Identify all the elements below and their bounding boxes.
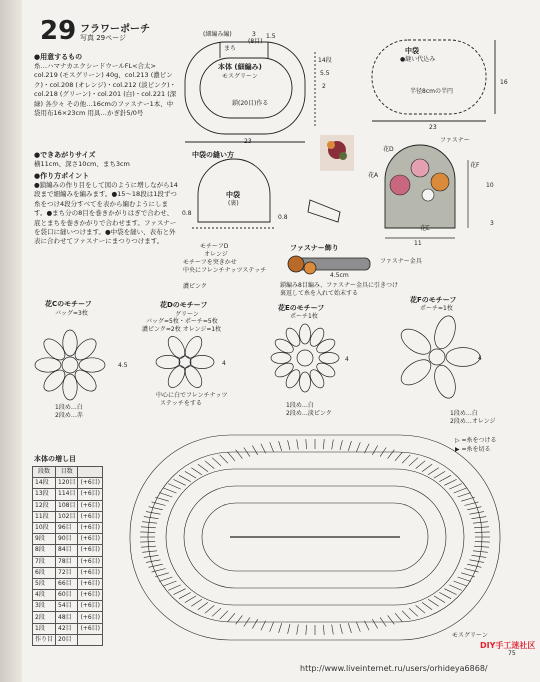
stitch-mark: [409, 608, 418, 616]
body-stitch-chart: [130, 435, 500, 640]
stitch-mark: [356, 442, 360, 452]
petal-shape: [431, 363, 459, 401]
petal-shape: [190, 355, 214, 368]
stitch-mark: [439, 475, 451, 481]
table-cell: 3段: [33, 601, 56, 612]
stitch-mark: [340, 624, 342, 634]
motif-f-sub: ポーチ=1枚: [420, 305, 453, 312]
stitch-mark: [155, 497, 169, 501]
site-logo-text: DIY手工迷社区: [480, 641, 536, 650]
stitch-mark: [185, 471, 196, 478]
stitch-mark: [472, 555, 487, 557]
stitch-mark: [467, 507, 481, 510]
stitch-mark: [279, 623, 282, 633]
stitch-mark: [205, 605, 214, 613]
stitch-mark: [449, 585, 462, 591]
fastener-metal-label: ファスナー金具: [380, 258, 422, 265]
petal-shape: [165, 334, 188, 361]
stitch-mark: [444, 479, 456, 485]
petal-shape: [156, 355, 180, 368]
table-cell: (+6目): [78, 522, 103, 533]
stitch-mark: [395, 613, 403, 622]
petal-shape: [300, 372, 311, 392]
stitch-mark: [356, 622, 360, 632]
table-cell: 6段: [33, 567, 56, 578]
stitch-mark: [149, 507, 163, 510]
stitch-mark: [372, 619, 377, 628]
table-row: [33, 567, 103, 578]
stitch-mark: [461, 573, 475, 577]
motif-f-chart: [397, 313, 480, 401]
stitch-mark: [252, 446, 257, 455]
lining-sewing-label: 中袋: [226, 191, 240, 199]
table-cell: 60目: [56, 590, 78, 601]
col-header-rows: 段数: [33, 467, 56, 478]
table-cell: 42目: [56, 623, 78, 634]
petal-shape: [35, 358, 61, 372]
stitch-mark: [348, 623, 351, 633]
petal-shape: [431, 313, 459, 351]
petal-shape: [271, 353, 291, 364]
stitch-mark: [416, 605, 425, 613]
legend-cut: ▶ =糸を切る: [455, 446, 491, 453]
stitch-mark: [142, 522, 157, 524]
petal-shape: [63, 330, 77, 356]
stitch-mark: [140, 542, 155, 543]
stitch-mark: [149, 564, 163, 567]
materials-heading: ●用意するもの: [34, 53, 83, 61]
flower-a-label: 花A: [368, 172, 379, 179]
stitch-mark: [144, 517, 159, 519]
table-cell: [78, 634, 103, 645]
petal-shape: [319, 353, 339, 364]
petal-shape: [79, 358, 105, 372]
stitch-mark: [428, 599, 439, 606]
stitch-mark: [332, 440, 334, 450]
stitch-mark: [454, 581, 467, 586]
table-cell: 48目: [56, 612, 78, 623]
table-row: [33, 500, 103, 511]
stitch-mark: [212, 458, 221, 466]
stitch-mark: [475, 542, 490, 543]
base-chain-label: 鎖(20目)作る: [232, 100, 269, 107]
lining-sewing-heading: 中袋の縫い方: [192, 151, 234, 159]
table-cell: 90目: [56, 534, 78, 545]
table-cell: 72目: [56, 567, 78, 578]
table-cell: 8段: [33, 545, 56, 556]
table-cell: (+6目): [78, 556, 103, 567]
table-row: [33, 612, 103, 623]
table-cell: 14段: [33, 478, 56, 489]
motif-c-dim: 4.5: [118, 362, 128, 369]
table-cell: (+6目): [78, 601, 103, 612]
dim-0-8-left: 0.8: [182, 210, 192, 217]
stitch-mark: [323, 625, 324, 635]
flower-f-label: 花F: [470, 162, 480, 169]
table-cell: 96目: [56, 522, 78, 533]
stitch-mark: [179, 592, 191, 598]
dim-width-23: 23: [244, 138, 252, 145]
stitch-mark: [434, 471, 445, 478]
stitch-mark: [348, 441, 351, 451]
lining-outline-diagram: [372, 40, 495, 121]
stitch-mark: [168, 585, 181, 591]
stitch-mark: [434, 596, 445, 603]
table-cell: 13段: [33, 489, 56, 500]
stitch-mark: [458, 577, 471, 582]
table-cell: 7段: [33, 556, 56, 567]
stitch-mark: [140, 532, 155, 533]
petal-shape: [182, 334, 205, 361]
stitch-mark: [191, 468, 202, 475]
dim-0-8-right: 0.8: [278, 214, 288, 221]
table-cell: 54目: [56, 601, 78, 612]
table-cell: 10段: [33, 522, 56, 533]
dim-1-5: 1.5: [266, 33, 276, 40]
table-row: [33, 478, 103, 489]
table-cell: 1段: [33, 623, 56, 634]
stitch-mark: [220, 611, 228, 619]
fastener-note-1b: モチーフを突きかせ: [183, 259, 237, 266]
motif-f-row1: 1段め…白: [450, 410, 478, 417]
table-cell: (+6目): [78, 534, 103, 545]
petal-shape: [63, 374, 77, 400]
lining-sewing-sub: (裏): [228, 200, 239, 207]
howto-text: ●鎖編みの作り目をして図のように増しながら14段まで細編みを編みます。●15〜18段は1段ずつ糸をつけ4段分すべてを表から編むようにします。●まち分の8目を巻きかがりはぎで合わせ、底とまちを巻きかがりで合わせます。ファスナーを袋口に縫いつけます。●中袋を縫い、表布と外表に合わせてファスナーにまつりつけます。: [34, 181, 178, 246]
watermark-url: http://www.liveinternet.ru/users/orhideya6868/: [300, 664, 488, 673]
page-number: 75: [508, 650, 516, 657]
fastener-note-1: 中央にフレンチナッツステッチ: [183, 267, 267, 274]
flower-d-label: 花D: [383, 146, 394, 153]
stitch-mark: [279, 441, 282, 451]
photo-reference: 写真 29ページ: [80, 34, 126, 42]
size-heading: ●できあがりサイズ: [34, 151, 96, 159]
stitch-mark: [146, 512, 161, 515]
stitch-mark: [306, 625, 307, 635]
stitch-mark: [220, 455, 228, 463]
stitch-mark: [473, 551, 488, 553]
table-cell: (+6目): [78, 623, 103, 634]
motif-c-chart: [35, 330, 105, 400]
stitch-mark: [395, 452, 403, 461]
petal-shape: [300, 324, 311, 344]
dim-8-stitches: (8目): [248, 38, 263, 45]
stitch-mark: [402, 611, 410, 619]
stitch-mark: [163, 488, 176, 493]
table-cell: (+6目): [78, 478, 103, 489]
stitch-mark: [252, 619, 257, 628]
motif-c-row2: 2段め…赤: [55, 412, 83, 419]
stitch-mark: [173, 589, 185, 595]
motif-d-sub: グリーン: [175, 311, 199, 318]
col-header-stitches: 目数: [56, 467, 78, 478]
stitch-mark: [146, 560, 161, 563]
stitch-mark: [461, 497, 475, 501]
stitch-mark: [288, 440, 290, 450]
table-row: [33, 489, 103, 500]
motif-c-title: 花Cのモチーフ: [45, 300, 92, 308]
pouch-photo-thumbnail: [320, 135, 354, 171]
howto-heading: ●作り方ポイント: [34, 172, 90, 180]
stitch-mark: [449, 484, 462, 490]
stitch-mark: [428, 468, 439, 475]
motif-c-row1: 1段め…白: [55, 404, 83, 411]
table-cell: (+6目): [78, 511, 103, 522]
table-cell: 120目: [56, 478, 78, 489]
stitch-mark: [332, 625, 334, 635]
stitch-mark: [388, 615, 395, 624]
assembly-machi: 3: [490, 220, 494, 227]
lining-radius: 半径8cmの半円: [410, 88, 453, 95]
stitch-mark: [323, 439, 324, 449]
stitch-mark: [472, 517, 487, 519]
stitch-mark: [470, 512, 485, 515]
motif-d-note1: 中心に白でフレンチナッツ: [156, 392, 228, 399]
stitch-mark: [416, 461, 425, 469]
fastener-motif-label: モチーフD: [200, 243, 229, 250]
pattern-number: 29: [40, 16, 77, 46]
petal-shape: [446, 348, 480, 367]
fastener-label: ファスナー: [440, 137, 470, 144]
lining-width: 23: [429, 124, 437, 131]
table-row: [33, 634, 103, 645]
petal-shape: [165, 363, 188, 390]
motif-e-chart: [271, 324, 339, 392]
stitch-mark: [198, 464, 208, 471]
motif-f-row2: 2段め…オレンジ: [450, 418, 496, 425]
stitch-mark: [473, 522, 488, 524]
table-row: [33, 556, 103, 567]
motif-d-dim: 4: [222, 360, 226, 367]
fastener-motif-color: オレンジ: [204, 251, 228, 258]
motif-e-dim: 4: [345, 356, 349, 363]
dim-5-5: 5.5: [320, 70, 330, 77]
stitch-mark: [236, 615, 243, 624]
dim-14-rows: 14段: [318, 57, 332, 64]
motif-e-row1: 1段め…白: [286, 402, 314, 409]
motif-f-title: 花Fのモチーフ: [410, 296, 457, 304]
row-table-title: 本体の増し目: [34, 455, 76, 463]
size-text: 横11cm、深さ10cm、まち3cm: [34, 160, 130, 168]
stitch-mark: [173, 479, 185, 485]
table-cell: 2段: [33, 612, 56, 623]
stitch-mark: [306, 439, 307, 449]
stitch-mark: [470, 560, 485, 563]
fastener-note-2: 鎖編み8目編み、ファスナー金具に引きつけ裏返して糸を入れて始末する: [280, 282, 398, 297]
lining-seam-note: ●縫い代込み: [400, 56, 436, 63]
table-cell: 4段: [33, 590, 56, 601]
stitch-mark: [297, 625, 299, 635]
stitch-mark: [179, 475, 191, 481]
stitch-mark: [340, 440, 342, 450]
motif-c-sub: バッグ=3枚: [55, 310, 88, 317]
table-cell: (+6目): [78, 578, 103, 589]
stitch-mark: [467, 564, 481, 567]
table-row: [33, 511, 103, 522]
materials-text: 糸…ハマナカエクシードウールFL<合太> col.219 (モスグリーン) 40g、col.213 (濃ピンク)・col.208 (オレンジ)・col.212 (淡ピンク)・col.218 (グリーン)・col.201 (白)・col.221 (深緑) 各少々 その他…16cmのファスナー1本、中袋用布16×23cm 用具…かぎ針5/0号: [34, 62, 177, 118]
table-cell: (+6目): [78, 545, 103, 556]
stitch-mark: [270, 442, 274, 452]
stitch-mark: [168, 484, 181, 490]
body-color: モスグリーン: [222, 73, 258, 80]
table-cell: (+6目): [78, 489, 103, 500]
stitch-mark: [185, 596, 196, 603]
table-cell: (+6目): [78, 612, 103, 623]
petal-shape: [182, 363, 205, 390]
flower-e-label: 花E: [420, 225, 430, 232]
stitch-mark: [163, 581, 176, 586]
table-row: [33, 534, 103, 545]
table-cell: 84目: [56, 545, 78, 556]
fastener-deco-heading: ファスナー飾り: [290, 244, 339, 252]
fastener-pink: 濃ピンク: [183, 283, 207, 290]
table-cell: (+6目): [78, 590, 103, 601]
fastener-length: 4.5cm: [330, 272, 349, 279]
motif-d-sub3: 濃ピンク=2枚 オレンジ=1枚: [142, 326, 222, 333]
table-cell: 9段: [33, 534, 56, 545]
motif-d-chart: [156, 334, 214, 391]
stitch-mark: [236, 450, 243, 459]
stitch-mark: [422, 464, 432, 471]
motif-f-dim: 4: [478, 355, 482, 362]
stitch-mark: [159, 493, 172, 498]
lining-height: 16: [500, 79, 508, 86]
table-row: [33, 590, 103, 601]
chart-color-note: モスグリーン: [452, 632, 488, 639]
dim-3: 3: [252, 31, 256, 38]
stitch-mark: [297, 440, 299, 450]
stitch-mark: [288, 624, 290, 634]
pattern-title: フラワーポーチ: [80, 24, 150, 35]
stitch-mark: [228, 613, 236, 622]
table-cell: 114目: [56, 489, 78, 500]
col-header-increase: [78, 467, 103, 478]
motif-d-title: 花Dのモチーフ: [160, 301, 208, 309]
table-cell: (+6目): [78, 567, 103, 578]
table-cell: 11段: [33, 511, 56, 522]
machi-label: まち: [224, 45, 237, 52]
stitch-mark: [205, 461, 214, 469]
table-row: [33, 601, 103, 612]
stitch-mark: [270, 622, 274, 632]
fastener-deco-diagram: [288, 256, 370, 274]
body-outline-diagram: [185, 42, 315, 142]
assembly-height: 10: [486, 182, 494, 189]
motif-e-sub: ポーチ1枚: [290, 313, 318, 320]
table-cell: 108目: [56, 500, 78, 511]
stitch-mark: [228, 452, 236, 461]
stitch-mark: [191, 599, 202, 606]
assembly-width: 11: [414, 240, 422, 247]
table-row: [33, 623, 103, 634]
stitch-mark: [212, 608, 221, 616]
table-row: [33, 545, 103, 556]
motif-e-row2: 2段め…淡ピンク: [286, 410, 332, 417]
motif-d-note2: ステッチをする: [160, 400, 202, 407]
stitch-mark: [144, 555, 159, 557]
table-cell: 102目: [56, 511, 78, 522]
table-cell: 20目: [56, 634, 78, 645]
table-cell: 5段: [33, 578, 56, 589]
stitch-mark: [372, 446, 377, 455]
table-cell: 78目: [56, 556, 78, 567]
table-row: [33, 522, 103, 533]
stitch-mark: [439, 592, 451, 598]
stitch-mark: [388, 450, 395, 459]
table-cell: 12段: [33, 500, 56, 511]
dim-2: 2: [322, 83, 326, 90]
table-cell: 66目: [56, 578, 78, 589]
motif-e-title: 花Eのモチーフ: [278, 304, 325, 312]
motif-d-sub2: バッグ=5枚・ポーチ=5枚: [146, 318, 218, 325]
stitch-mark: [444, 589, 456, 595]
stitch-mark: [198, 602, 208, 609]
top-stitch-label: (細編み編): [203, 31, 232, 38]
legend-attach: ▷ =糸をつける: [455, 437, 497, 444]
stitch-mark: [409, 458, 418, 466]
stitch-mark: [458, 493, 471, 498]
stitch-mark: [159, 577, 172, 582]
table-cell: (+6目): [78, 500, 103, 511]
row-increase-table: [32, 466, 103, 646]
body-label: 本体 (細編み): [218, 63, 262, 71]
stitch-mark: [454, 488, 467, 493]
table-cell: 作り目: [33, 634, 56, 645]
stitch-mark: [422, 602, 432, 609]
stitch-mark: [402, 455, 410, 463]
stitch-mark: [155, 573, 169, 577]
stitch-mark: [142, 551, 157, 553]
lining-sewing-diagram: [192, 159, 340, 228]
table-row: [33, 578, 103, 589]
lining-label: 中袋: [405, 47, 419, 55]
stitch-mark: [475, 532, 490, 533]
